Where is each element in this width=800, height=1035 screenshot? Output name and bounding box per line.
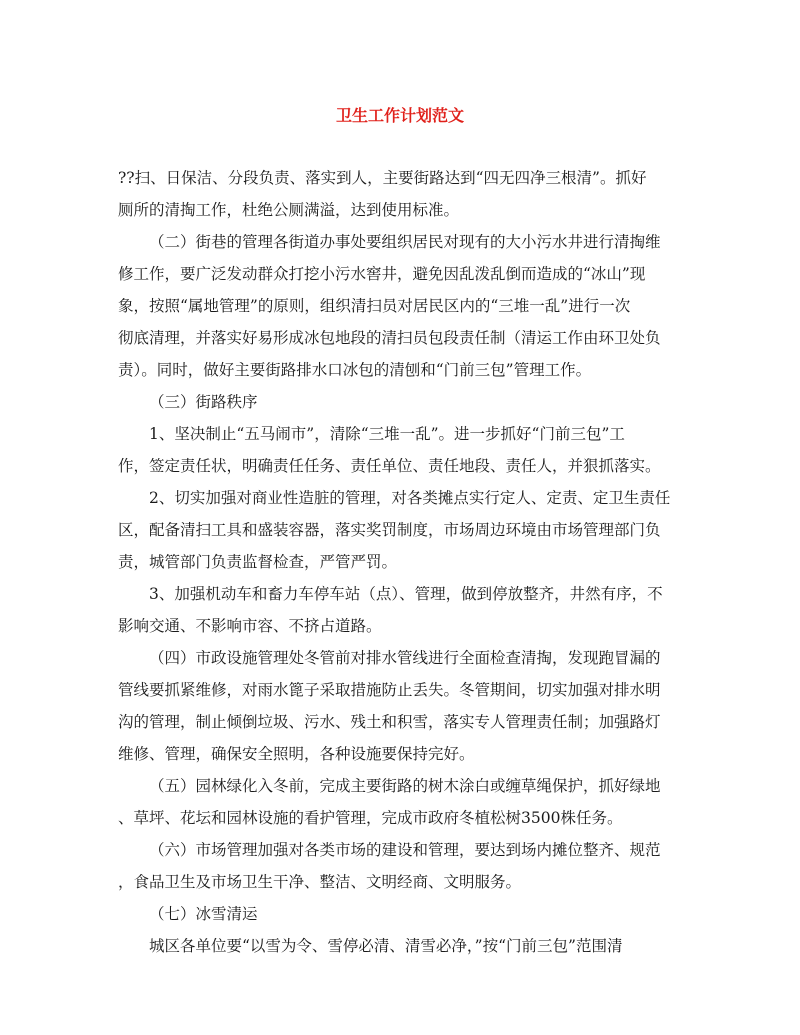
text-line: 影响交通、不影响市容、不挤占道路。 bbox=[118, 617, 382, 635]
text-line: 责，城管部门负责监督检查，严管严罚。 bbox=[118, 553, 398, 571]
document-body bbox=[118, 162, 680, 962]
text-line: 维修、管理，确保安全照明，各种设施要保持完好。 bbox=[118, 745, 475, 763]
text-line: 沟的管理，制止倾倒垃圾、污水、残土和积雪，落实专人管理责任制；加强路灯 bbox=[118, 713, 661, 731]
text-line: 、草坪、花坛和园林设施的看护管理，完成市政府冬植松树3500株任务。 bbox=[118, 809, 623, 827]
text-line: （七）冰雪清运 bbox=[149, 905, 258, 923]
text-line: 作，签定责任状，明确责任任务、责任单位、责任地段、责任人，并狠抓落实。 bbox=[118, 457, 661, 475]
text-line: ，食品卫生及市场卫生干净、整洁、文明经商、文明服务。 bbox=[118, 873, 522, 891]
text-line: （四）市政设施管理处冬管前对排水管线进行全面检查清掏，发现跑冒漏的 bbox=[149, 649, 661, 667]
text-line: ??扫、日保洁、分段负责、落实到人，主要街路达到“四无四净三根清”。抓好 bbox=[118, 169, 647, 187]
text-line: 区，配备清扫工具和盛装容器，落实奖罚制度，市场周边环境由市场管理部门负 bbox=[118, 521, 661, 539]
text-line: 修工作，要广泛发动群众打挖小污水窖井，避免因乱泼乱倒而造成的“冰山”现 bbox=[118, 265, 646, 283]
text-line: 彻底清理，并落实好易形成冰包地段的清扫员包段责任制（清运工作由环卫处负 bbox=[118, 329, 661, 347]
text-line: 责）。同时，做好主要街路排水口冰包的清刨和“门前三包”管理工作。 bbox=[118, 361, 592, 379]
text-line: （六）市场管理加强对各类市场的建设和管理，要达到场内摊位整齐、规范 bbox=[149, 841, 661, 859]
text-line: 厕所的清掏工作，杜绝公厕满溢，达到使用标准。 bbox=[118, 201, 460, 219]
text-line: 3、加强机动车和畜力车停车站（点）、管理，做到停放整齐，井然有序，不 bbox=[149, 585, 663, 603]
document-title: 卫生工作计划范文 bbox=[335, 106, 464, 125]
text-line: 1、坚决制止“五马闹市”，清除“三堆一乱”。进一步抓好“门前三包”工 bbox=[149, 425, 625, 443]
text-line: 管线要抓紧维修，对雨水篦子采取措施防止丢失。冬管期间，切实加强对排水明 bbox=[118, 681, 661, 699]
text-line: （五）园林绿化入冬前，完成主要街路的树木涂白或缠草绳保护，抓好绿地 bbox=[149, 777, 661, 795]
text-line: （三）街路秩序 bbox=[149, 393, 258, 411]
text-line: 象，按照“属地管理”的原则，组织清扫员对居民区内的“三堆一乱”进行一次 bbox=[118, 297, 631, 315]
text-line: 2、切实加强对商业性造脏的管理，对各类摊点实行定人、定责、定卫生责任 bbox=[149, 489, 671, 507]
text-line: （二）街巷的管理各街道办事处要组织居民对现有的大小污水井进行清掏维 bbox=[149, 233, 661, 251]
text-line: 城区各单位要“以雪为令、雪停必清、清雪必净，”按“门前三包”范围清 bbox=[149, 937, 623, 955]
